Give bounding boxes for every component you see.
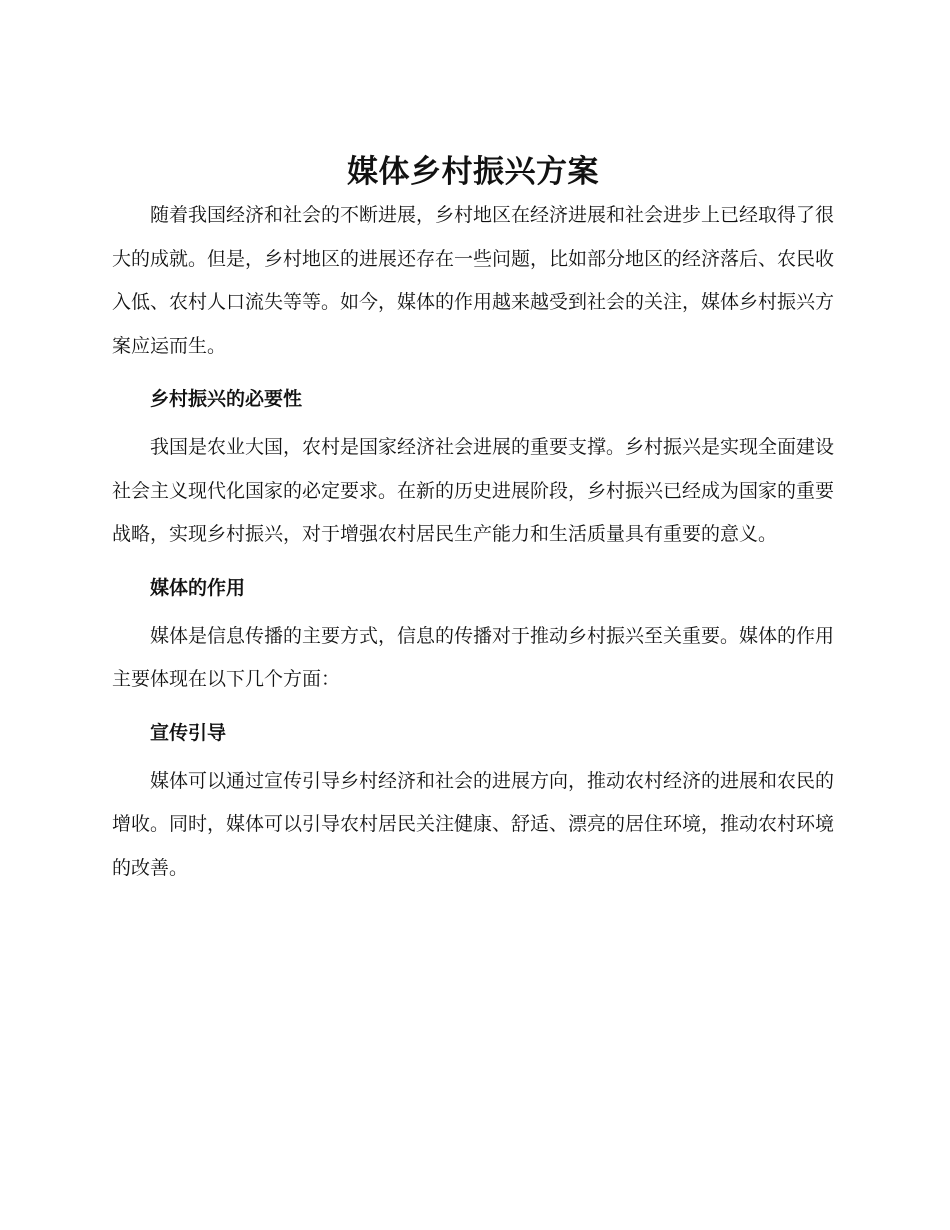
section-body-publicity: 媒体可以通过宣传引导乡村经济和社会的进展方向，推动农村经济的进展和农民的增收。同时，媒体可以引导农村居民关注健康、舒适、漂亮的居住环境，推动农村环境的改善。 xyxy=(112,769,835,879)
section-heading-media-role: 媒体的作用 xyxy=(150,576,246,599)
section-heading-publicity: 宣传引导 xyxy=(150,721,227,744)
document-title: 媒体乡村振兴方案 xyxy=(347,154,599,190)
section-body-media-role: 媒体是信息传播的主要方式，信息的传播对于推动乡村振兴至关重要。媒体的作用主要体现在以下几个方面： xyxy=(112,624,835,690)
section-body-necessity: 我国是农业大国，农村是国家经济社会进展的重要支撑。乡村振兴是实现全面建设社会主义现代化国家的必定要求。在新的历史进展阶段，乡村振兴已经成为国家的重要战略，实现乡村振兴，对于增强农村居民生产能力和生活质量具有重要的意义。 xyxy=(112,436,835,545)
section-heading-necessity: 乡村振兴的必要性 xyxy=(150,388,303,410)
document-page xyxy=(112,150,834,890)
intro-paragraph: 随着我国经济和社会的不断进展，乡村地区在经济进展和社会进步上已经取得了很大的成就。但是，乡村地区的进展还存在一些问题，比如部分地区的经济落后、农民收入低、农村人口流失等等。如今，媒体的作用越来越受到社会的关注，媒体乡村振兴方案应运而生。 xyxy=(112,204,835,357)
